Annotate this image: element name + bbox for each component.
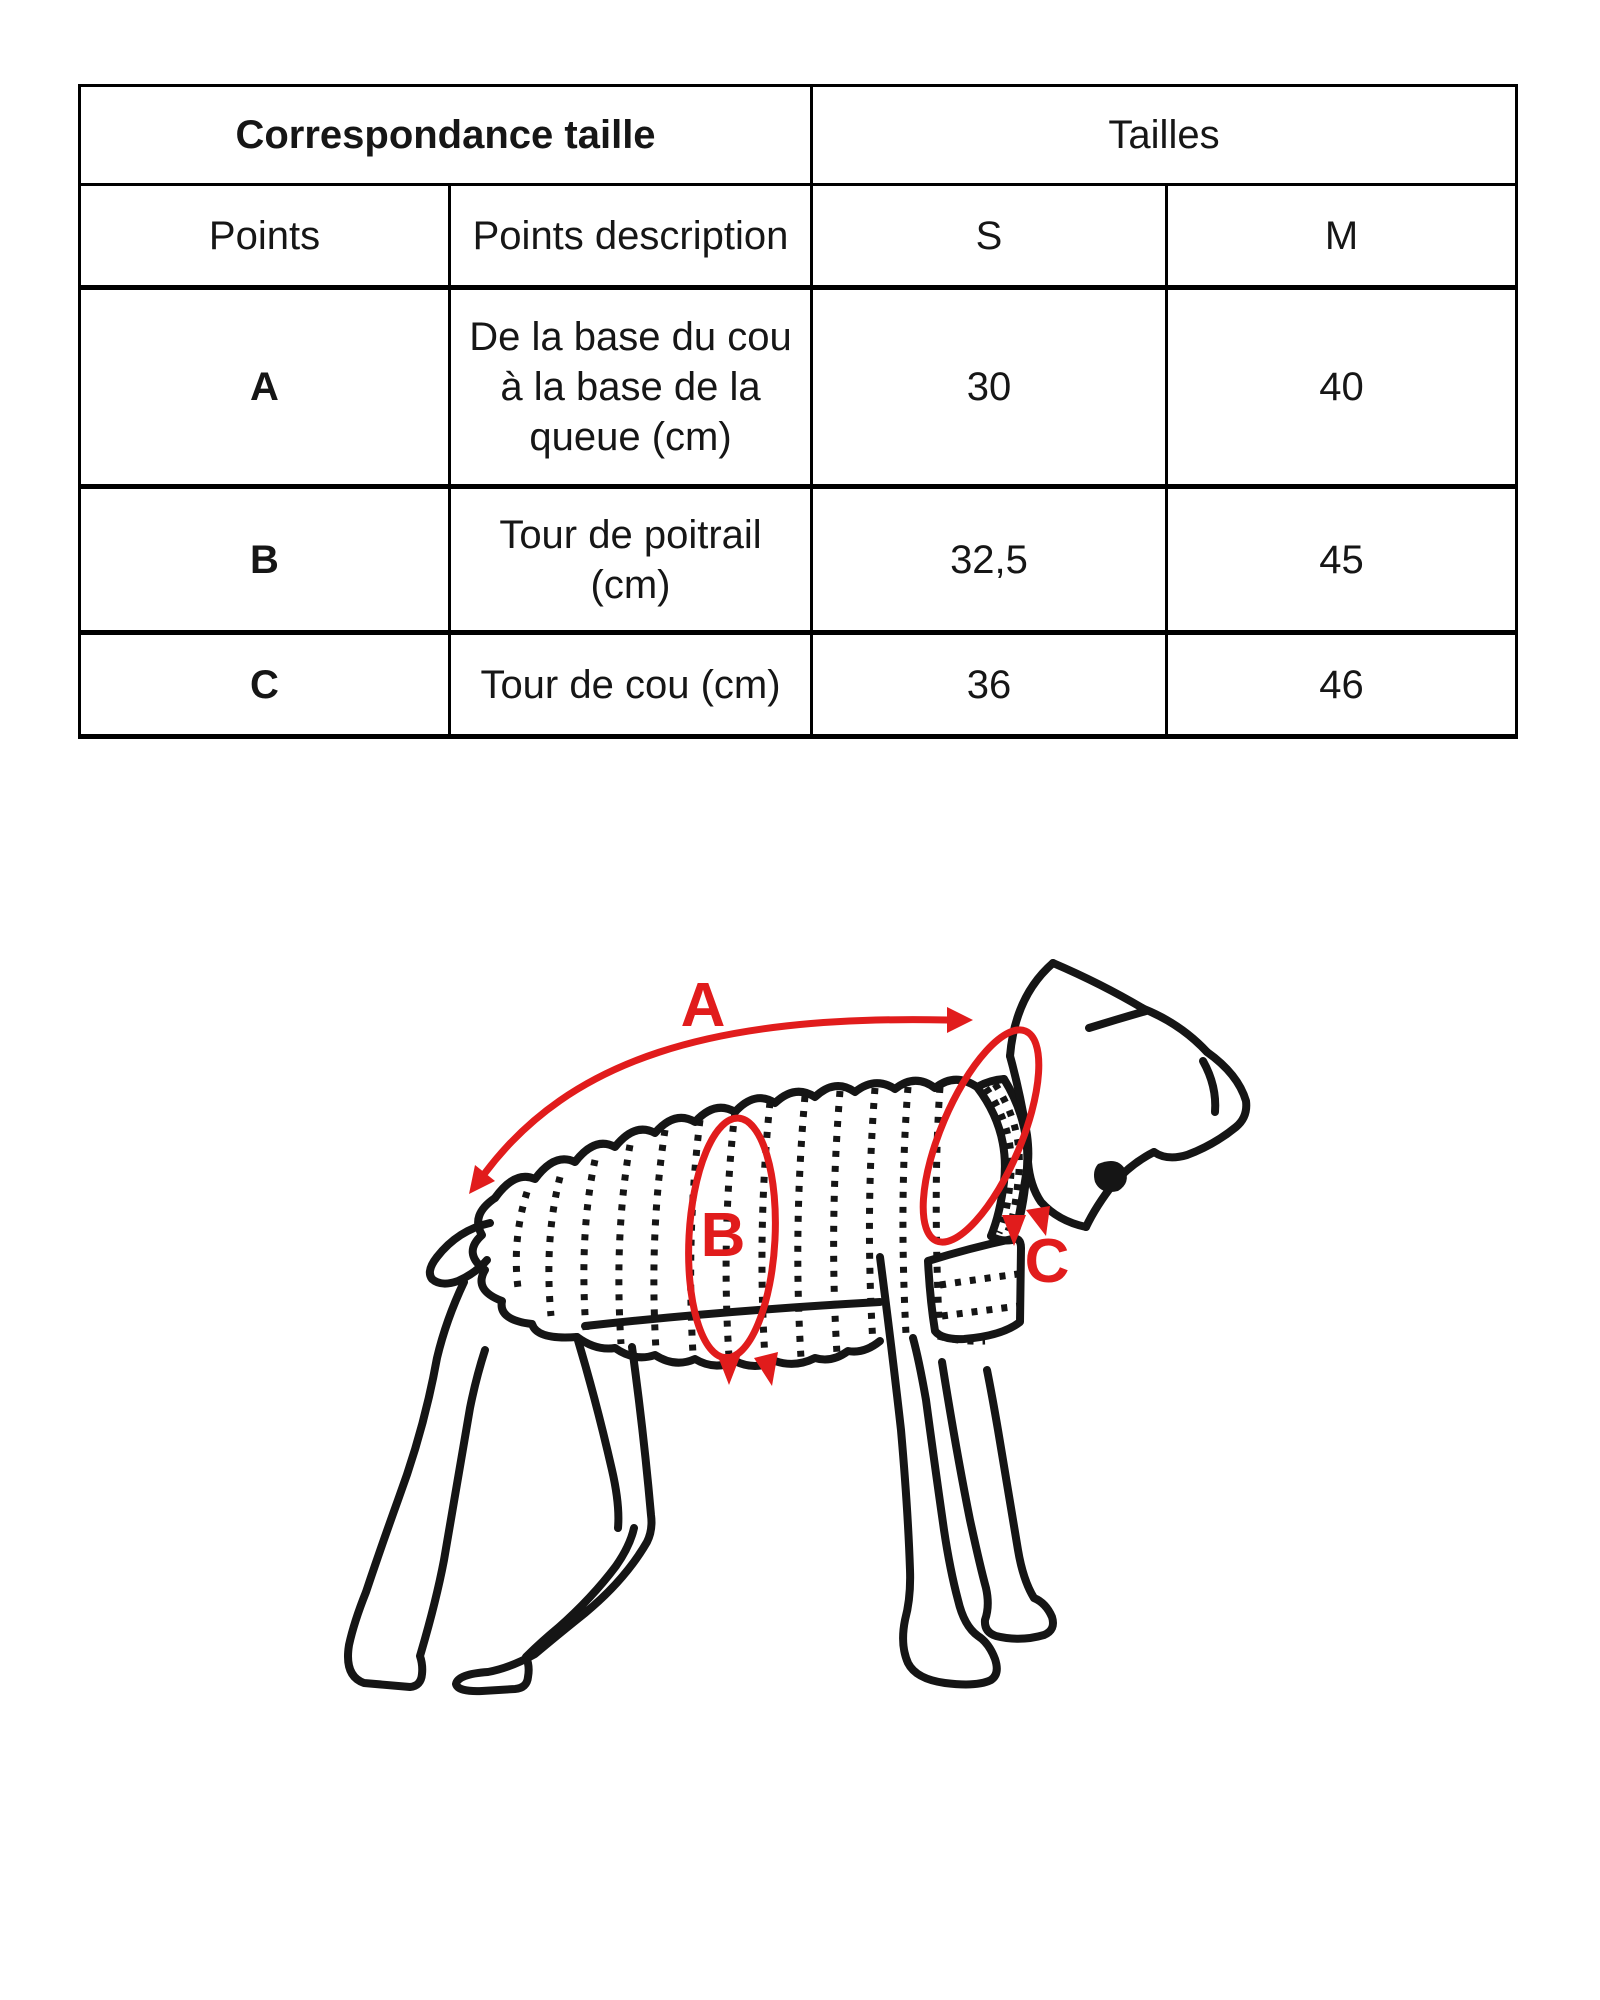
measurement-a-arrow	[485, 1020, 947, 1173]
arrowhead-b-left	[717, 1354, 741, 1385]
measurement-label-b: B	[700, 1201, 746, 1270]
point-letter-b: B	[80, 487, 450, 633]
vest-rear-edge	[473, 1198, 577, 1337]
table-row	[80, 288, 1517, 487]
group-header-correspondance: Correspondance taille	[80, 86, 812, 185]
rear-leg-near-thigh	[577, 1337, 618, 1528]
col-header-size-s: S	[812, 185, 1167, 288]
description-line: Tour de poitrail	[499, 512, 762, 557]
col-header-points-description: Points description	[450, 185, 812, 288]
value-c-m: 46	[1167, 633, 1517, 737]
dog-nose	[1094, 1161, 1127, 1192]
measurement-label-c: C	[1024, 1227, 1070, 1296]
table-row	[80, 487, 1517, 633]
table-column-header-row	[80, 185, 1517, 288]
description-line: (cm)	[590, 562, 671, 607]
point-letter-a: A	[80, 288, 450, 487]
dog-ear-left-outer	[1053, 963, 1144, 1009]
value-a-s: 30	[812, 288, 1167, 487]
description-line: De la base du cou	[469, 315, 792, 359]
point-description-a	[450, 288, 812, 487]
front-leg-near	[880, 1257, 997, 1684]
dog-ear-right-fold	[1203, 1061, 1215, 1112]
table-group-header-row	[80, 86, 1517, 185]
value-b-s: 32,5	[812, 487, 1167, 633]
collar-chest-join	[991, 1236, 1012, 1241]
description-line: queue (cm)	[529, 415, 732, 459]
rear-leg-far	[348, 1282, 485, 1687]
dog-measurement-diagram	[240, 930, 1340, 1720]
dog-skull-top	[1144, 1009, 1207, 1052]
value-b-m: 45	[1167, 487, 1517, 633]
size-correspondence-table	[78, 84, 1518, 739]
dog-ear-right	[1154, 1052, 1246, 1157]
arrowhead-a-right	[947, 1007, 973, 1033]
measurement-label-a: A	[680, 971, 726, 1040]
value-a-m: 40	[1167, 288, 1517, 487]
point-description-b	[450, 487, 812, 633]
description-line: Tour de cou (cm)	[480, 662, 781, 707]
vest-chest-panel	[928, 1239, 1021, 1339]
dog-ear-left-fold	[1089, 1011, 1146, 1028]
col-header-points: Points	[80, 185, 450, 288]
dog-outline	[348, 963, 1246, 1691]
group-header-tailles: Tailles	[812, 86, 1517, 185]
point-letter-c: C	[80, 633, 450, 737]
value-c-s: 36	[812, 633, 1167, 737]
col-header-size-m: M	[1167, 185, 1517, 288]
description-line: à la base de la	[500, 365, 761, 409]
point-description-c	[450, 633, 812, 737]
table-row	[80, 633, 1517, 737]
